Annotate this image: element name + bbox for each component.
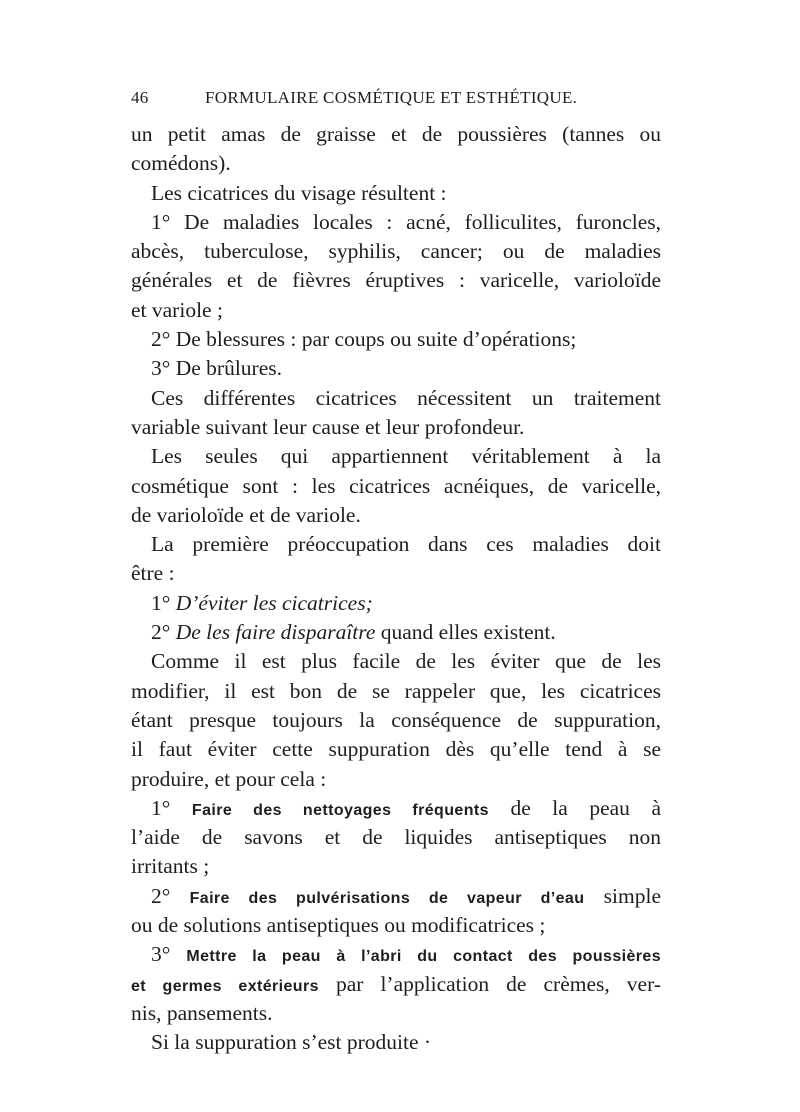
text-line: 1° D’éviter les cicatrices; [151, 590, 373, 615]
text-line: La première préoccupation dans ces maladies doit [151, 532, 661, 557]
text-line: Les cicatrices du visage résultent : [151, 180, 447, 205]
text-line: produire, et pour cela : [131, 766, 327, 791]
text-line: Si la suppuration s’est produite · [151, 1030, 432, 1055]
text-line: variable suivant leur cause et leur profondeur. [131, 414, 525, 439]
text-line: Comme il est plus facile de les éviter que de les [151, 649, 661, 674]
text-line: de varioloïde et de variole. [131, 502, 361, 527]
text-line: il faut éviter cette suppuration dès qu’elle tend à se [131, 737, 661, 762]
text-line: 1° Faire des nettoyages fréquents de la peau à [151, 795, 661, 820]
text-line: et variole ; [131, 297, 223, 322]
text-line: 1° De maladies locales : acné, folliculites, furoncles, [151, 209, 661, 234]
text-line: et germes extérieurs par l’application de crèmes, ver- [131, 971, 661, 996]
body-text [131, 120, 661, 1058]
text-line: 2° De les faire disparaître quand elles existent. [151, 620, 556, 645]
text-line: Les seules qui appartiennent véritablement à la [151, 444, 661, 469]
text-line: 3° Mettre la peau à l’abri du contact des poussières [151, 942, 661, 967]
text-line: abcès, tuberculose, syphilis, cancer; ou de maladies [131, 239, 661, 264]
page-header [131, 88, 661, 108]
page-number: 46 [131, 88, 149, 107]
text-line: 2° De blessures : par coups ou suite d’opérations; [151, 327, 577, 352]
text-line: nis, pansements. [131, 1000, 273, 1025]
text-line: un petit amas de graisse et de poussières (tannes ou [131, 122, 661, 146]
text-line: 2° Faire des pulvérisations de vapeur d’eau simple [151, 883, 661, 908]
text-line: Ces différentes cicatrices nécessitent un traitement [151, 385, 661, 410]
text-line: ou de solutions antiseptiques ou modificatrices ; [131, 913, 546, 938]
text-line: étant presque toujours la conséquence de suppuration, [131, 707, 661, 732]
text-line: l’aide de savons et de liquides antiseptiques non [131, 825, 661, 850]
text-line: être : [131, 561, 175, 586]
text-line: générales et de fièvres éruptives : varicelle, varioloïde [131, 268, 661, 293]
running-title: FORMULAIRE COSMÉTIQUE ET ESTHÉTIQUE. [205, 88, 578, 107]
text-line: comédons). [131, 151, 231, 176]
text-line: cosmétique sont : les cicatrices acnéiques, de varicelle, [131, 473, 661, 498]
text-line: modifier, il est bon de se rappeler que, les cicatrices [131, 678, 661, 703]
text-line: irritants ; [131, 854, 210, 879]
text-line: 3° De brûlures. [151, 356, 282, 381]
